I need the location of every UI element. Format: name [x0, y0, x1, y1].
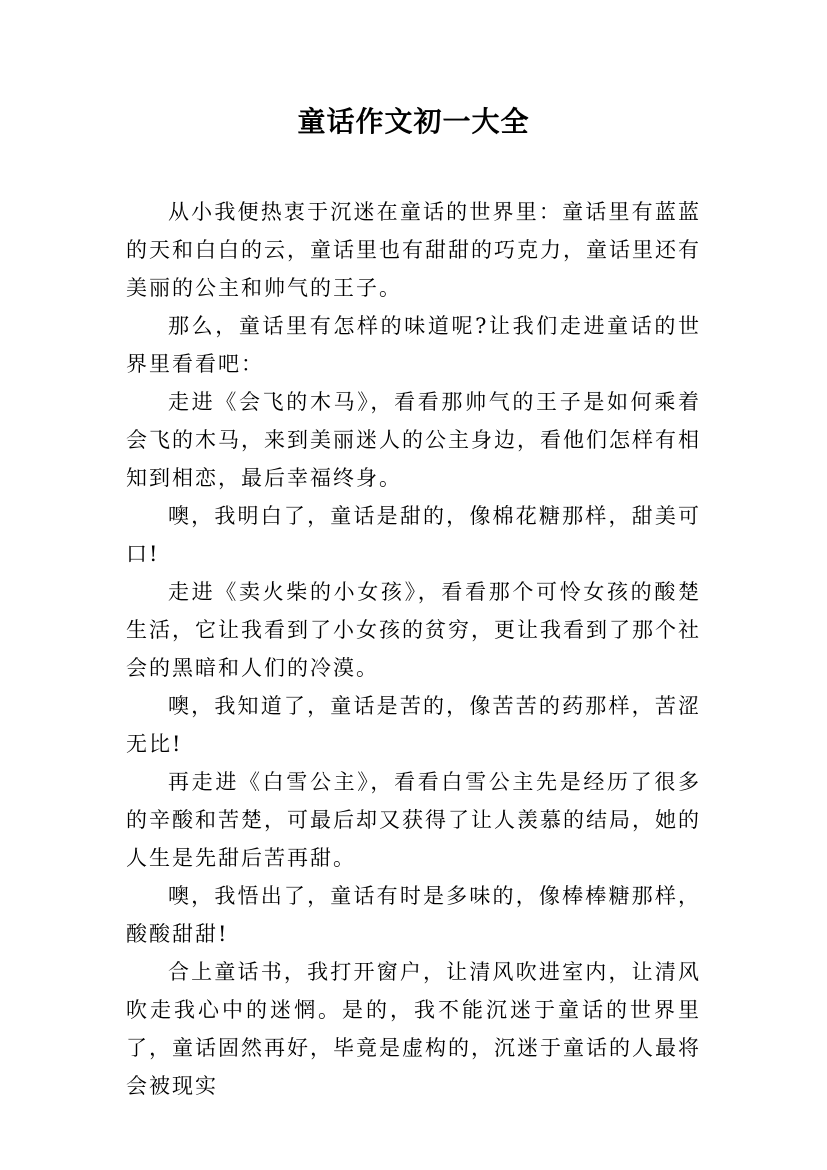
- paragraph: 合上童话书，我打开窗户，让清风吹进室内，让清风吹走我心中的迷惘。是的，我不能沉迷于童话的世界里了，童话固然再好，毕竟是虚构的，沉迷于童话的人最将会被现实: [126, 960, 701, 1098]
- document-body: [126, 193, 701, 1105]
- paragraph: 那么，童话里有怎样的味道呢?让我们走进童话的世界里看看吧：: [126, 314, 701, 376]
- document-title: 童话作文初一大全: [297, 105, 530, 138]
- paragraph: 走进《会飞的木马》，看看那帅气的王子是如何乘着会飞的木马，来到美丽迷人的公主身边，看他们怎样有相知到相恋，最后幸福终身。: [126, 390, 701, 490]
- paragraph: 再走进《白雪公主》，看看白雪公主先是经历了很多的辛酸和苦楚，可最后却又获得了让人羡慕的结局，她的人生是先甜后苦再甜。: [126, 770, 701, 870]
- paragraph: 噢，我悟出了，童话有时是多味的，像棒棒糖那样，酸酸甜甜!: [126, 884, 701, 946]
- paragraph: 从小我便热衷于沉迷在童话的世界里：童话里有蓝蓝的天和白白的云，童话里也有甜甜的巧克力，童话里还有美丽的公主和帅气的王子。: [126, 200, 701, 300]
- paragraph: 走进《卖火柴的小女孩》，看看那个可怜女孩的酸楚生活，它让我看到了小女孩的贫穷，更让我看到了那个社会的黑暗和人们的冷漠。: [126, 580, 701, 680]
- paragraph: 噢，我知道了，童话是苦的，像苦苦的药那样，苦涩无比!: [126, 694, 701, 756]
- paragraph: 噢，我明白了，童话是甜的，像棉花糖那样，甜美可口!: [126, 504, 701, 566]
